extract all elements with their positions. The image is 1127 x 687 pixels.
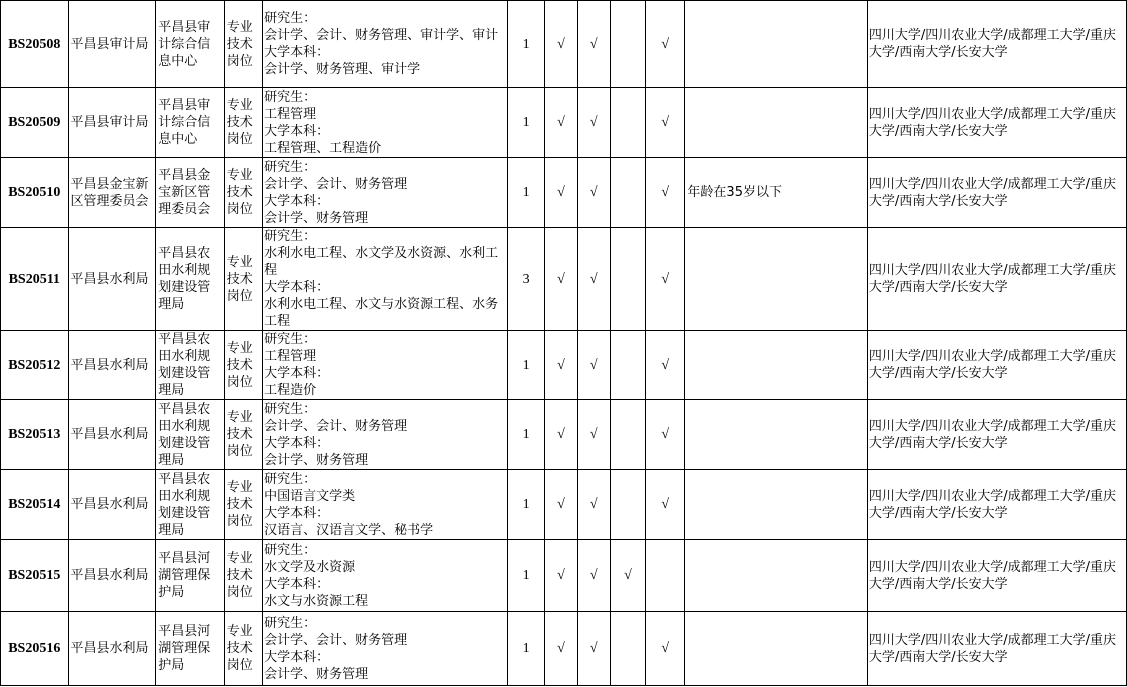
position-code: BS20508 (1, 1, 69, 88)
check-1: √ (545, 88, 577, 158)
check-2: √ (577, 228, 610, 331)
check-3 (610, 158, 645, 228)
table-row (1, 1, 1127, 88)
position-type: 专业 技术 岗位 (224, 1, 262, 88)
university-list: 四川大学/四川农业大学/成都理工大学/重庆大学/西南大学/长安大学 (867, 1, 1126, 88)
check-3 (610, 612, 645, 686)
check-3: √ (610, 540, 645, 612)
check-2: √ (577, 540, 610, 612)
other-requirements (685, 331, 867, 400)
university-list: 四川大学/四川农业大学/成都理工大学/重庆大学/西南大学/长安大学 (867, 331, 1126, 400)
other-requirements (685, 540, 867, 612)
check-4: √ (646, 400, 685, 470)
hire-count: 1 (508, 331, 545, 400)
department: 平昌县水利局 (68, 470, 156, 540)
table-row (1, 612, 1127, 686)
check-1: √ (545, 1, 577, 88)
major-requirements: 研究生： 工程管理 大学本科： 工程管理、工程造价 (263, 88, 508, 158)
other-requirements (685, 1, 867, 88)
position-type: 专业 技术 岗位 (224, 540, 262, 612)
department: 平昌县水利局 (68, 612, 156, 686)
position-code: BS20511 (1, 228, 69, 331)
position-type: 专业 技术 岗位 (224, 470, 262, 540)
check-3 (610, 470, 645, 540)
other-requirements (685, 88, 867, 158)
major-requirements: 研究生： 水文学及水资源 大学本科： 水文与水资源工程 (263, 540, 508, 612)
check-4 (646, 540, 685, 612)
check-4: √ (646, 470, 685, 540)
check-3 (610, 88, 645, 158)
position-type: 专业 技术 岗位 (224, 158, 262, 228)
hiring-unit: 平昌县金宝新区管理委员会 (156, 158, 225, 228)
other-requirements (685, 228, 867, 331)
other-requirements (685, 470, 867, 540)
major-requirements: 研究生： 会计学、会计、财务管理、审计学、审计 大学本科： 会计学、财务管理、审计学 (263, 1, 508, 88)
position-code: BS20510 (1, 158, 69, 228)
hiring-unit: 平昌县农田水利规划建设管理局 (156, 470, 225, 540)
check-4: √ (646, 228, 685, 331)
check-2: √ (577, 470, 610, 540)
hiring-unit: 平昌县审计综合信息中心 (156, 1, 225, 88)
other-requirements (685, 612, 867, 686)
hire-count: 1 (508, 88, 545, 158)
check-4: √ (646, 612, 685, 686)
check-2: √ (577, 158, 610, 228)
department: 平昌县水利局 (68, 228, 156, 331)
major-requirements: 研究生： 中国语言文学类 大学本科： 汉语言、汉语言文学、秘书学 (263, 470, 508, 540)
university-list: 四川大学/四川农业大学/成都理工大学/重庆大学/西南大学/长安大学 (867, 612, 1126, 686)
check-4: √ (646, 331, 685, 400)
hire-count: 1 (508, 400, 545, 470)
check-4: √ (646, 1, 685, 88)
check-2: √ (577, 88, 610, 158)
department: 平昌县金宝新区管理委员会 (68, 158, 156, 228)
table-row (1, 158, 1127, 228)
university-list: 四川大学/四川农业大学/成都理工大学/重庆大学/西南大学/长安大学 (867, 540, 1126, 612)
position-type: 专业 技术 岗位 (224, 331, 262, 400)
major-requirements: 研究生： 水利水电工程、水文学及水资源、水利工程 大学本科： 水利水电工程、水文与水资源工程、水务工程 (263, 228, 508, 331)
check-4: √ (646, 158, 685, 228)
position-code: BS20514 (1, 470, 69, 540)
check-1: √ (545, 400, 577, 470)
check-1: √ (545, 470, 577, 540)
check-3 (610, 1, 645, 88)
other-requirements: 年龄在35岁以下 (685, 158, 867, 228)
position-code: BS20513 (1, 400, 69, 470)
hiring-unit: 平昌县河湖管理保护局 (156, 540, 225, 612)
check-2: √ (577, 331, 610, 400)
hire-count: 1 (508, 540, 545, 612)
check-1: √ (545, 331, 577, 400)
university-list: 四川大学/四川农业大学/成都理工大学/重庆大学/西南大学/长安大学 (867, 88, 1126, 158)
position-type: 专业 技术 岗位 (224, 612, 262, 686)
check-1: √ (545, 158, 577, 228)
position-type: 专业 技术 岗位 (224, 228, 262, 331)
check-2: √ (577, 612, 610, 686)
table-row (1, 400, 1127, 470)
department: 平昌县审计局 (68, 1, 156, 88)
hiring-unit: 平昌县河湖管理保护局 (156, 612, 225, 686)
check-3 (610, 331, 645, 400)
hiring-unit: 平昌县农田水利规划建设管理局 (156, 331, 225, 400)
table-row (1, 470, 1127, 540)
position-code: BS20512 (1, 331, 69, 400)
major-requirements: 研究生： 会计学、会计、财务管理 大学本科： 会计学、财务管理 (263, 158, 508, 228)
major-requirements: 研究生： 工程管理 大学本科： 工程造价 (263, 331, 508, 400)
table-row (1, 331, 1127, 400)
hire-count: 1 (508, 158, 545, 228)
check-1: √ (545, 612, 577, 686)
department: 平昌县审计局 (68, 88, 156, 158)
major-requirements: 研究生： 会计学、会计、财务管理 大学本科： 会计学、财务管理 (263, 612, 508, 686)
position-code: BS20516 (1, 612, 69, 686)
hiring-unit: 平昌县农田水利规划建设管理局 (156, 228, 225, 331)
position-code: BS20509 (1, 88, 69, 158)
position-type: 专业 技术 岗位 (224, 400, 262, 470)
major-requirements: 研究生： 会计学、会计、财务管理 大学本科： 会计学、财务管理 (263, 400, 508, 470)
position-type: 专业 技术 岗位 (224, 88, 262, 158)
hire-count: 1 (508, 470, 545, 540)
other-requirements (685, 400, 867, 470)
table-row (1, 228, 1127, 331)
department: 平昌县水利局 (68, 540, 156, 612)
hire-count: 3 (508, 228, 545, 331)
hire-count: 1 (508, 612, 545, 686)
check-2: √ (577, 1, 610, 88)
hire-count: 1 (508, 1, 545, 88)
position-code: BS20515 (1, 540, 69, 612)
university-list: 四川大学/四川农业大学/成都理工大学/重庆大学/西南大学/长安大学 (867, 228, 1126, 331)
table-row (1, 88, 1127, 158)
department: 平昌县水利局 (68, 400, 156, 470)
table-row (1, 540, 1127, 612)
university-list: 四川大学/四川农业大学/成都理工大学/重庆大学/西南大学/长安大学 (867, 470, 1126, 540)
check-4: √ (646, 88, 685, 158)
hiring-unit: 平昌县农田水利规划建设管理局 (156, 400, 225, 470)
hiring-unit: 平昌县审计综合信息中心 (156, 88, 225, 158)
university-list: 四川大学/四川农业大学/成都理工大学/重庆大学/西南大学/长安大学 (867, 400, 1126, 470)
check-2: √ (577, 400, 610, 470)
department: 平昌县水利局 (68, 331, 156, 400)
check-3 (610, 400, 645, 470)
check-1: √ (545, 540, 577, 612)
university-list: 四川大学/四川农业大学/成都理工大学/重庆大学/西南大学/长安大学 (867, 158, 1126, 228)
check-3 (610, 228, 645, 331)
check-1: √ (545, 228, 577, 331)
